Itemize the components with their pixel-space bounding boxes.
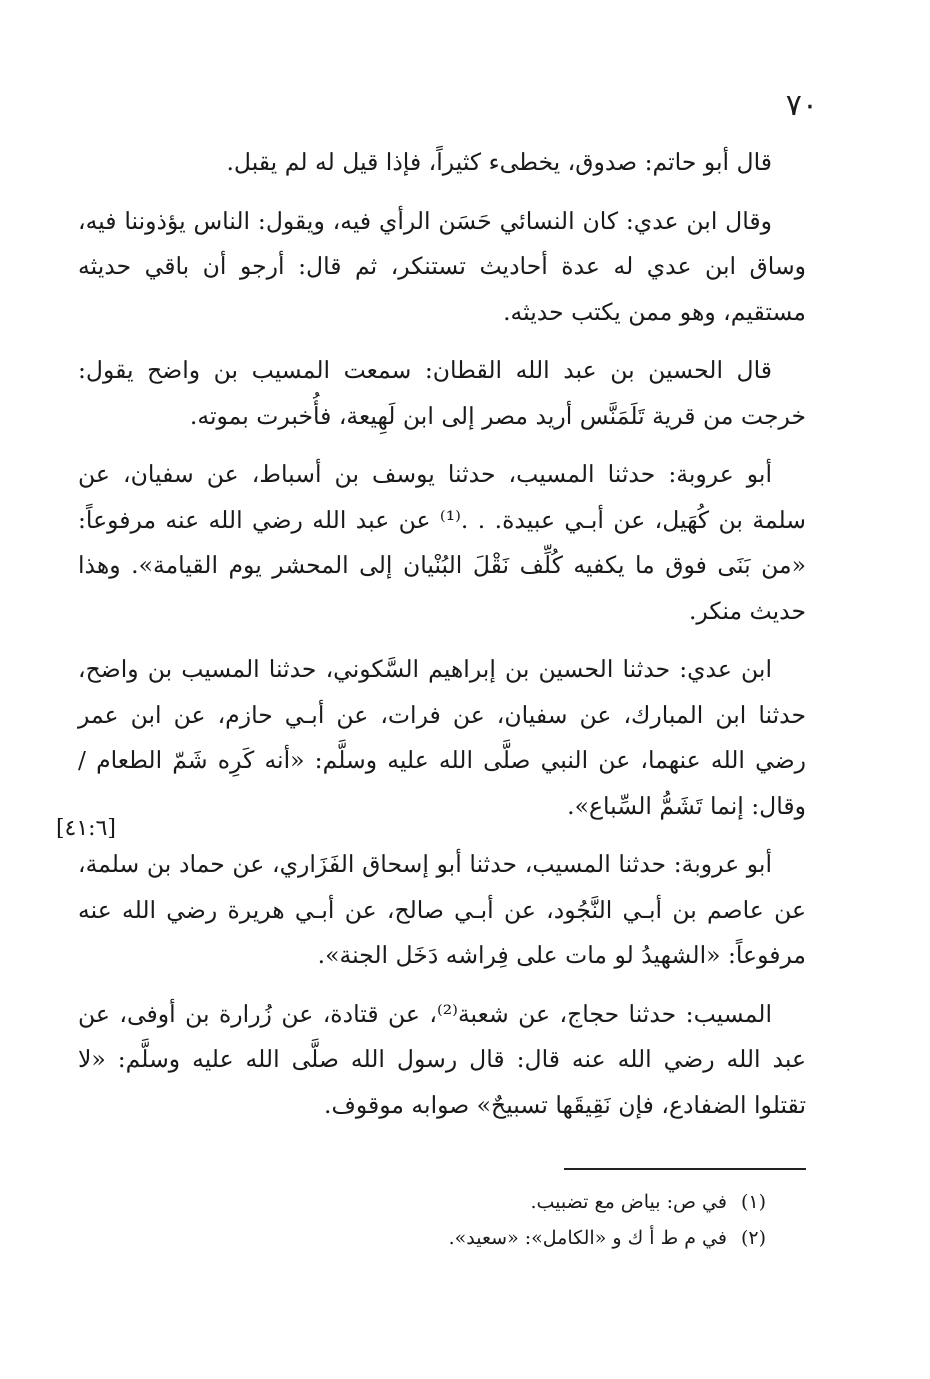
main-text xyxy=(78,140,806,1141)
paragraph: أبو عروبة: حدثنا المسيب، حدثنا أبو إسحاق الفَزَاري، عن حماد بن سلمة، عن عاصم بن أبـي النَّجُود، عن أبـي صالح، عن أبـي هريرة رضي الله عنه مرفوعاً: «الشهيدُ لو مات على فِراشه دَخَل الجنة». xyxy=(78,850,806,969)
footnotes xyxy=(206,1184,766,1256)
margin-reference: [٤١:٦] xyxy=(55,816,116,841)
footnote-number: (١) xyxy=(740,1191,766,1213)
paragraph: ابن عدي: حدثنا الحسين بن إبراهيم السَّكوني، حدثنا المسيب بن واضح، حدثنا ابن المبارك، عن سفيان، عن فرات، عن أبـي حازم، عن ابن عمر رضي الله عنهما، عن النبي صلَّى الله عليه وسلَّم: «أنه كَرِه شَمّ الطعام / وقال: إنما تَشَمُّ السِّباع». xyxy=(78,655,806,820)
page-number: ٧٠ xyxy=(785,88,818,123)
paragraph: قال أبو حاتم: صدوق، يخطىء كثيراً، فإذا قيل له لم يقبل. xyxy=(226,148,772,176)
footnote-text: في ص: بياض مع تضبيب. xyxy=(530,1191,727,1213)
footnote xyxy=(206,1184,766,1220)
footnote xyxy=(206,1220,766,1256)
paragraph: المسيب: حدثنا حجاج، عن شعبة⁽²⁾، عن قتادة، عن زُرارة بن أوفى، عن عبد الله رضي الله عنه قال: قال رسول الله صلَّى الله عليه وسلَّم: «لا تقتلوا الضفادع، فإن نَقِيقَها تسبيحٌ» صوابه موقوف. xyxy=(78,999,806,1119)
paragraph: قال الحسين بن عبد الله القطان: سمعت المسيب بن واضح يقول: خرجت من قرية تَلَمَنَّس أريد مصر إلى ابن لَهِيعة، فأُخبرت بموته. xyxy=(78,356,806,430)
footnote-number: (٢) xyxy=(740,1227,766,1249)
footnote-text: في م ط أ ك و «الكامل»: «سعيد». xyxy=(448,1227,727,1249)
paragraph: أبو عروبة: حدثنا المسيب، حدثنا يوسف بن أسباط، عن سفيان، عن سلمة بن كُهَيل، عن أبـي عبيدة. . .⁽¹⁾ عن عبد الله رضي الله عنه مرفوعاً: «من بَنَى فوق ما يكفيه كُلِّف نَقْلَ البُنْيان إلى المحشر يوم القيامة». وهذا حديث منكر. xyxy=(78,460,806,625)
footnote-divider xyxy=(564,1168,806,1170)
paragraph: وقال ابن عدي: كان النسائي حَسَن الرأي فيه، ويقول: الناس يؤذوننا فيه، وساق ابن عدي له عدة أحاديث تستنكر، ثم قال: أرجو أن باقي حديثه مستقيم، وهو ممن يكتب حديثه. xyxy=(78,206,806,326)
